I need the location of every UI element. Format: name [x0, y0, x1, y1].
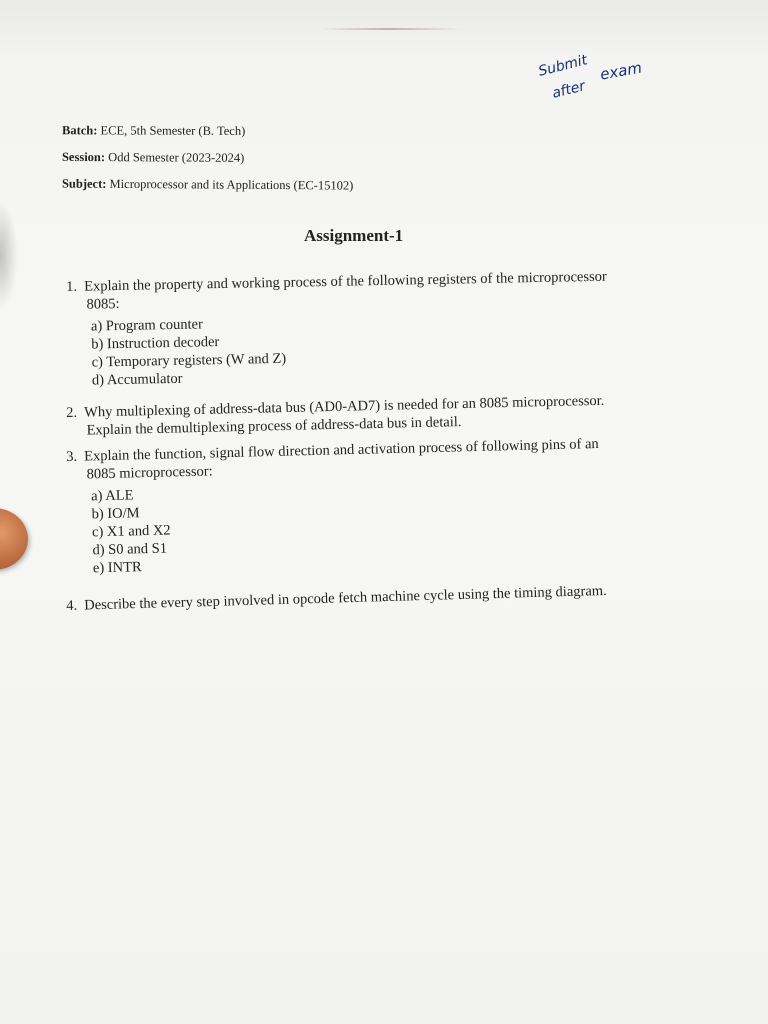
document-header: [62, 124, 482, 205]
question-text: Why multiplexing of address-data bus (AD0-AD7) is needed for an 8085 microprocessor.: [84, 392, 605, 421]
question-text: Describe the every step involved in opcode fetch machine cycle using the timing diagram.: [84, 582, 607, 614]
question-number: 2.: [66, 404, 78, 421]
question-1-options: [67, 306, 688, 390]
handwritten-note-line-3: exam: [598, 58, 644, 84]
list-item: c) Temporary registers (W and Z): [91, 350, 287, 371]
question-number: 4.: [66, 597, 78, 614]
list-item: c) X1 and X2: [91, 522, 171, 541]
paper-shadow: [0, 200, 18, 310]
subject-value: Microprocessor and its Applications (EC-15102): [109, 176, 354, 193]
page-title: Assignment-1: [304, 226, 404, 245]
list-item: b) Instruction decoder: [91, 334, 220, 353]
subject-label: Subject:: [61, 176, 107, 191]
question-1: [66, 266, 688, 390]
question-number: 3.: [66, 448, 78, 465]
question-text-continued: 8085:: [86, 295, 120, 313]
question-text: Explain the property and working process of the following registers of the microprocessor: [84, 268, 607, 295]
list-item: a) ALE: [90, 487, 134, 505]
batch-label: Batch:: [61, 123, 98, 138]
batch-row: [62, 123, 482, 139]
question-3: [66, 433, 689, 578]
question-text-continued: Explain the demultiplexing process of address-data bus in detail.: [86, 414, 462, 439]
handwritten-note-line-2: after: [550, 78, 587, 102]
list-item: e) INTR: [92, 559, 142, 577]
list-item: b) IO/M: [91, 505, 140, 523]
list-item: d) Accumulator: [91, 370, 183, 389]
question-text-continued: 8085 microprocessor:: [86, 463, 213, 483]
subject-row: [62, 177, 482, 195]
question-3-options: [67, 473, 689, 578]
session-row: [62, 150, 482, 167]
list-item: d) S0 and S1: [92, 540, 168, 559]
paper-fold-line: [320, 28, 460, 30]
batch-value: ECE, 5th Semester (B. Tech): [100, 123, 246, 138]
session-label: Session:: [61, 149, 106, 165]
session-value: Odd Semester (2023-2024): [108, 150, 245, 165]
question-4: [66, 580, 686, 615]
question-2: [66, 390, 687, 440]
question-text: Explain the function, signal flow direction and activation process of following pins of an: [84, 435, 599, 465]
question-number: 1.: [66, 278, 78, 295]
handwritten-note-line-1: Submit: [536, 52, 589, 80]
list-item: a) Program counter: [90, 316, 204, 335]
coin-object: [0, 508, 28, 570]
